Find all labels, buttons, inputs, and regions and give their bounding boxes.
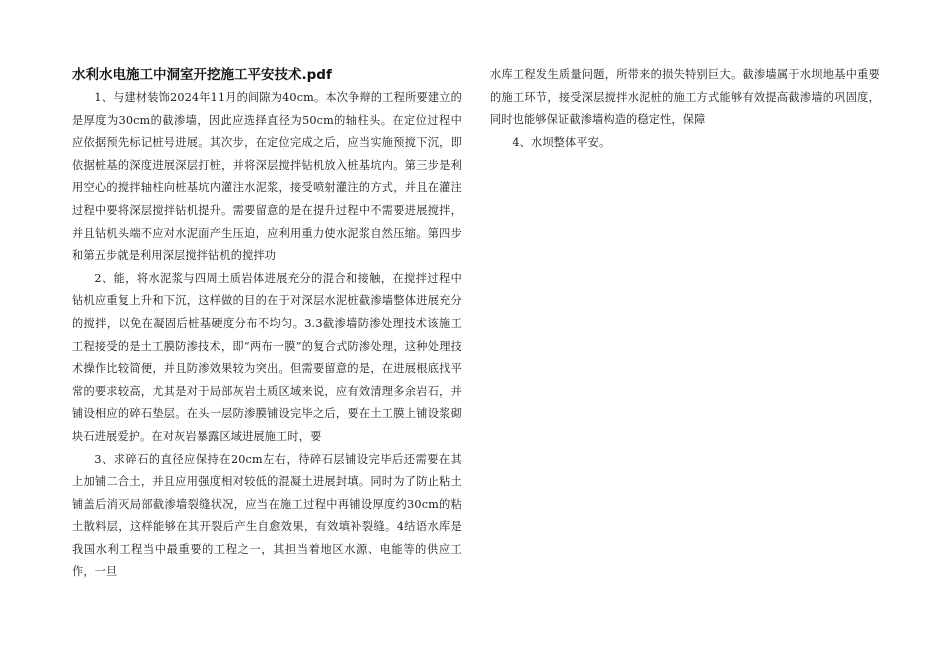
paragraph-1: 1、与建材装饰2024年11月的间隙为40cm。本次争辩的工程所要建立的是厚度为30cm的截渗墙，因此应选择直径为50cm的轴柱头。在定位过程中应依据预先标记桩号进展。其次步，在定位完成之后，应当实施预搅下沉，即依据桩基的深度进展深层打桩，并将深层搅拌钻机放入桩基坑内。第三步是利用空心的搅拌轴柱向桩基坑内灌注水泥浆，接受喷射灌注的方式，并且在灌注过程中要将深层搅拌钻机提升。需要留意的是在提升过程中不需要进展搅拌，并且钻机头端不应对水泥面产生压迫，应利用重力使水泥浆自然压缩。第四步和第五步就是利用深层搅拌钻机的搅拌功	[72, 91, 462, 263]
paragraph-4: 4、水坝整体平安。	[512, 135, 611, 149]
left-column	[72, 64, 462, 584]
paragraph-2: 2、能，将水泥浆与四周土质岩体进展充分的混合和接触，在搅拌过程中钻机应重复上升和下沉，这样做的目的在于对深层水泥桩截渗墙整体进展充分的搅拌，以免在凝固后桩基硬度分布不均匀。3.3截渗墙防渗处理技术该施工工程接受的是土工膜防渗技术，即“两布一膜”的复合式防渗处理，这种处理技术操作比较简便，并且防渗效果较为突出。但需要留意的是，在进展根底找平常的要求较高，尤其是对于局部灰岩土质区域来说，应有效清理多余岩石，并铺设相应的碎石垫层。在头一层防渗膜铺设完毕之后，要在土工膜上铺设浆砌块石进展爱护。在对灰岩暴露区域进展施工时，要	[72, 271, 462, 443]
document-title: 水利水电施工中洞室开挖施工平安技术.pdf	[72, 67, 332, 83]
paragraph-3: 3、求碎石的直径应保持在20cm左右，待碎石层铺设完毕后还需要在其上加铺二合土，并且应用强度相对较低的混凝土进展封填。同时为了防止粘土铺盖后消灭局部截渗墙裂缝状况，应当在施工过程中再铺设厚度约30cm的粘土散料层，这样能够在其开裂后产生自愈效果，有效填补裂缝。4结语水库是我国水利工程当中最重要的工程之一，其担当着地区水源、电能等的供应工作，一旦	[72, 452, 462, 579]
right-column	[490, 64, 880, 154]
paragraph-continuation: 水库工程发生质量问题，所带来的损失特别巨大。截渗墙属于水坝地基中重要的施工环节，接受深层搅拌水泥桩的施工方式能够有效提高截渗墙的巩固度，同时也能够保证截渗墙构造的稳定性，保障	[490, 68, 880, 127]
